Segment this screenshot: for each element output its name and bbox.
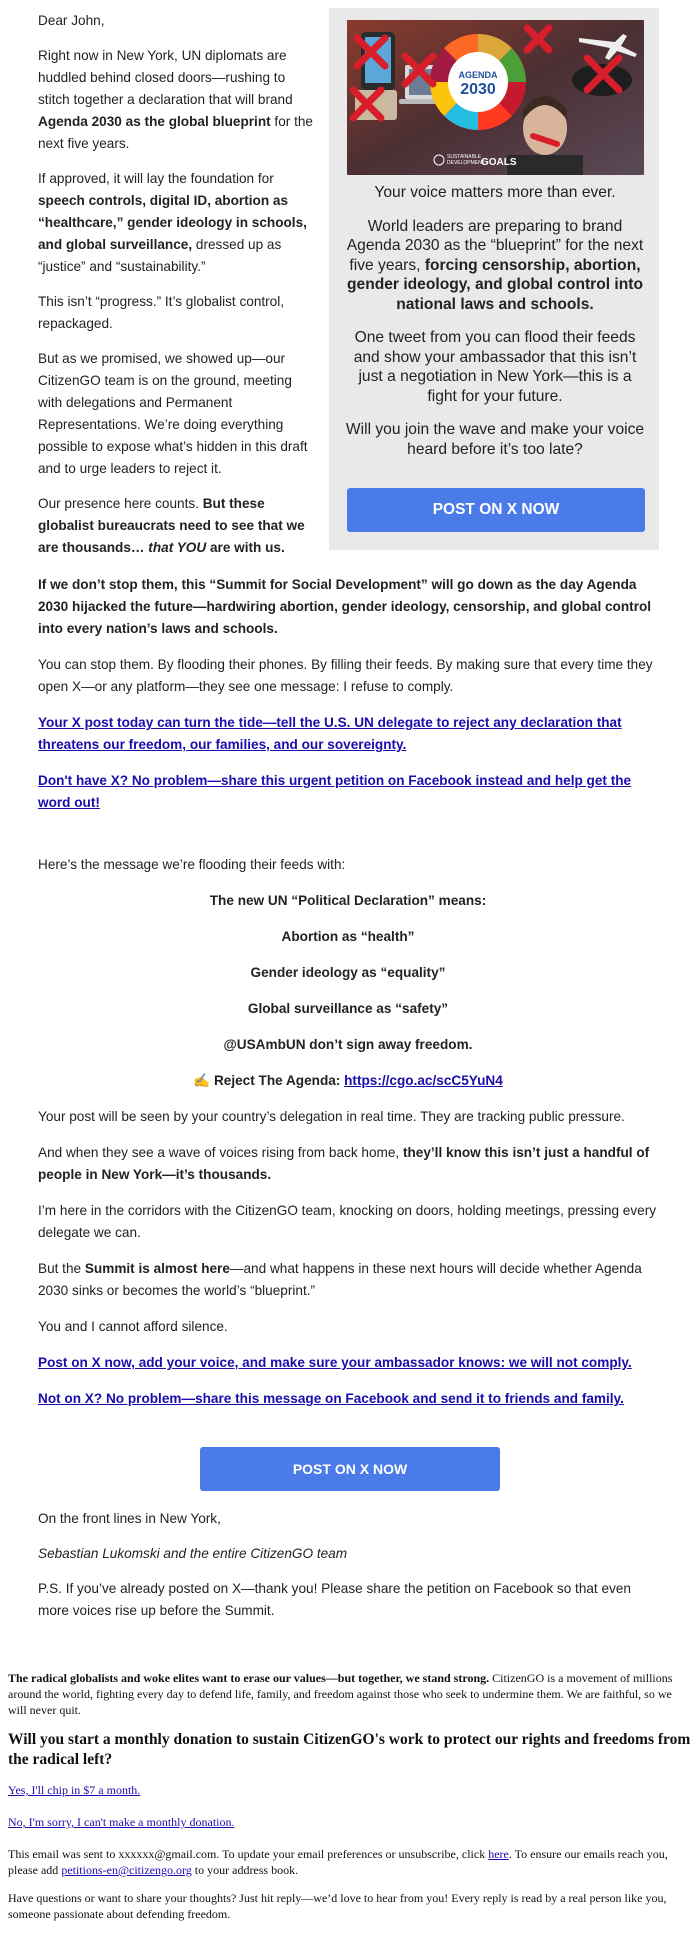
donate-yes-link[interactable]: Yes, I'll chip in $7 a month. xyxy=(8,1783,141,1797)
text: And when they see a wave of voices rising from back home, xyxy=(38,1145,403,1160)
unsubscribe-link[interactable]: here xyxy=(488,1847,509,1861)
panel-paragraph-1: Your voice matters more than ever. xyxy=(374,184,616,201)
text: for the next five years. xyxy=(38,114,313,151)
message-line-6 xyxy=(38,1070,658,1092)
not-on-x-paragraph xyxy=(38,1388,658,1410)
text: —and what happens in these next hours will decide whether Agenda 2030 sinks or becomes the world’s “blueprint.” xyxy=(38,1261,642,1298)
footer xyxy=(8,1670,692,1934)
emphasis: Agenda 2030 as the global blueprint xyxy=(38,114,271,129)
badge-line-1: AGENDA xyxy=(458,70,498,80)
sdg-wheel-icon xyxy=(430,34,526,130)
intro-paragraph-4: But as we promised, we showed up—our CitizenGO team is on the ground, meeting with delegations and Permanent Representations. We’re doing everything possible to expose what’s hidden in this draft and to urge leaders to reject it. xyxy=(38,351,308,476)
message-line-5: @USAmbUN don’t sign away freedom. xyxy=(223,1037,473,1052)
writing-hand-icon: ✍️ xyxy=(193,1073,211,1088)
emphasis: forcing censorship, abortion, gender ideology, and global control into national laws and schools. xyxy=(347,256,643,313)
silence-paragraph: You and I cannot afford silence. xyxy=(38,1319,228,1334)
text: Right now in New York, UN diplomats are huddled behind closed doors—rushing to stitch together a declaration that will brand xyxy=(38,48,293,107)
badge-line-2: 2030 xyxy=(460,81,496,98)
post-now-paragraph xyxy=(38,1352,658,1374)
italic-emphasis: that YOU xyxy=(148,540,207,555)
main-body xyxy=(38,574,658,1424)
facebook-petition-link[interactable]: Don't have X? No problem—share this urgent petition on Facebook instead and help get the word out! xyxy=(38,773,632,810)
message-line-3: Gender ideology as “equality” xyxy=(250,965,446,980)
greeting: Dear John, xyxy=(38,13,105,28)
text: If approved, it will lay the foundation for xyxy=(38,171,274,186)
emphasis: speech controls, digital ID, abortion as “healthcare,” gender ideology in schools, and global surveillance, xyxy=(38,193,307,252)
text: World leaders are preparing to brand Agenda 2030 as the “blueprint” for the next five years, xyxy=(346,217,644,274)
message-line-2: Abortion as “health” xyxy=(281,929,415,944)
text: dressed up as “justice” and “sustainability.” xyxy=(38,237,282,274)
donate-no-link[interactable]: No, I'm sorry, I can't make a monthly donation. xyxy=(8,1815,235,1829)
panel-text xyxy=(343,183,647,473)
facebook-paragraph xyxy=(38,770,658,814)
email-notice xyxy=(8,1846,692,1878)
footer-intro xyxy=(8,1670,692,1718)
text: But these globalist bureaucrats need to see that we are thousands… xyxy=(38,496,305,555)
reply-notice: Have questions or want to share your thoughts? Just hit reply—we’d love to hear from you! Every reply is read by a real person like you, someone passionate about defending freedom. xyxy=(8,1891,667,1921)
donation-question: Will you start a monthly donation to sustain CitizenGO's work to protect our rights and freedoms from the radical left? xyxy=(8,1731,691,1768)
text: CitizenGO is a movement of millions around the world, fighting every day to defend life, family, and freedom against those who seek to undermine them. We are faithful, so we will never quit. xyxy=(8,1671,673,1717)
post-on-x-button-2[interactable]: POST ON X NOW xyxy=(200,1447,500,1491)
text: are with us. xyxy=(206,540,285,555)
intro-paragraph-3: This isn’t “progress.” It’s globalist control, repackaged. xyxy=(38,294,285,331)
panel-paragraph-4: Will you join the wave and make your voice heard before it’s too late? xyxy=(345,421,645,458)
facebook-share-link[interactable]: Not on X? No problem—share this message on Facebook and send it to friends and family. xyxy=(38,1391,624,1406)
agenda-2030-collage xyxy=(347,20,644,175)
donate-no-paragraph xyxy=(8,1814,692,1830)
text: Reject The Agenda: xyxy=(210,1073,345,1088)
signoff xyxy=(38,1508,658,1635)
message-line-4: Global surveillance as “safety” xyxy=(247,1001,449,1016)
panel-paragraph-3: One tweet from you can flood their feeds and show your ambassador that this isn’t just a negotiation in New York—this is a fight for your future. xyxy=(353,329,637,405)
signoff-line-2: Sebastian Lukomski and the entire CitizenGO team xyxy=(38,1546,348,1561)
intro-paragraph-1 xyxy=(38,45,313,155)
petitions-email-link[interactable]: petitions-en@citizengo.org xyxy=(61,1863,192,1877)
emphasis: they’ll know this isn’t just a handful of people in New York—it’s thousands. xyxy=(38,1145,650,1182)
hero-image xyxy=(347,20,644,175)
x-post-link[interactable]: Your X post today can turn the tide—tell the U.S. UN delegate to reject any declaration that threatens our freedom, our families, and our sovereignty. xyxy=(38,715,622,752)
text: Our presence here counts. xyxy=(38,496,203,511)
sdg-label-1: SUSTAINABLE xyxy=(447,154,482,160)
intro-column xyxy=(38,10,313,572)
postscript: P.S. If you’ve already posted on X—thank you! Please share the petition on Facebook so that even more voices rise up before the Summit. xyxy=(38,1581,631,1618)
message-intro: Here’s the message we’re flooding their feeds with: xyxy=(38,857,346,872)
seen-paragraph: Your post will be seen by your country’s delegation in real time. They are tracking public pressure. xyxy=(38,1109,625,1124)
emphasis: The radical globalists and woke elites want to erase our values—but together, we stand strong. xyxy=(8,1671,490,1685)
signoff-line-1: On the front lines in New York, xyxy=(38,1511,221,1526)
wave-paragraph xyxy=(38,1142,658,1186)
text: to your address book. xyxy=(191,1863,299,1877)
message-line-1: The new UN “Political Declaration” means: xyxy=(209,893,487,908)
agenda-short-link[interactable]: https://cgo.ac/scC5YuN4 xyxy=(344,1073,503,1088)
sdg-label-2: DEVELOPMENT xyxy=(447,160,485,166)
goals-label: GOALS xyxy=(481,157,517,168)
warning-paragraph: If we don’t stop them, this “Summit for Social Development” will go down as the day Agenda 2030 hijacked the future—hardwiring abortion, gender ideology, censorship, and global control into every nation’s laws and schools. xyxy=(38,577,652,636)
intro-paragraph-2 xyxy=(38,168,313,278)
post-on-x-button[interactable]: POST ON X NOW xyxy=(347,488,645,532)
x-post-paragraph xyxy=(38,712,658,756)
donate-yes-paragraph xyxy=(8,1782,692,1798)
call-to-action-panel xyxy=(329,8,659,550)
summit-paragraph xyxy=(38,1258,658,1302)
corridors-paragraph: I’m here in the corridors with the CitizenGO team, knocking on doors, holding meetings, pressing every delegate we can. xyxy=(38,1203,657,1240)
text: But the xyxy=(38,1261,85,1276)
text: . To ensure our emails reach you, please add xyxy=(8,1847,668,1877)
stop-paragraph: You can stop them. By flooding their phones. By filling their feeds. By making sure that every time they open X—or any platform—they see one message: I refuse to comply. xyxy=(38,657,653,694)
panel-paragraph-2 xyxy=(343,217,647,315)
post-now-link[interactable]: Post on X now, add your voice, and make sure your ambassador knows: we will not comply. xyxy=(38,1355,632,1370)
text: This email was sent to xxxxxx@gmail.com. To update your email preferences or unsubscribe, click xyxy=(8,1847,489,1861)
intro-paragraph-5 xyxy=(38,493,313,559)
emphasis: Summit is almost here xyxy=(84,1261,230,1276)
